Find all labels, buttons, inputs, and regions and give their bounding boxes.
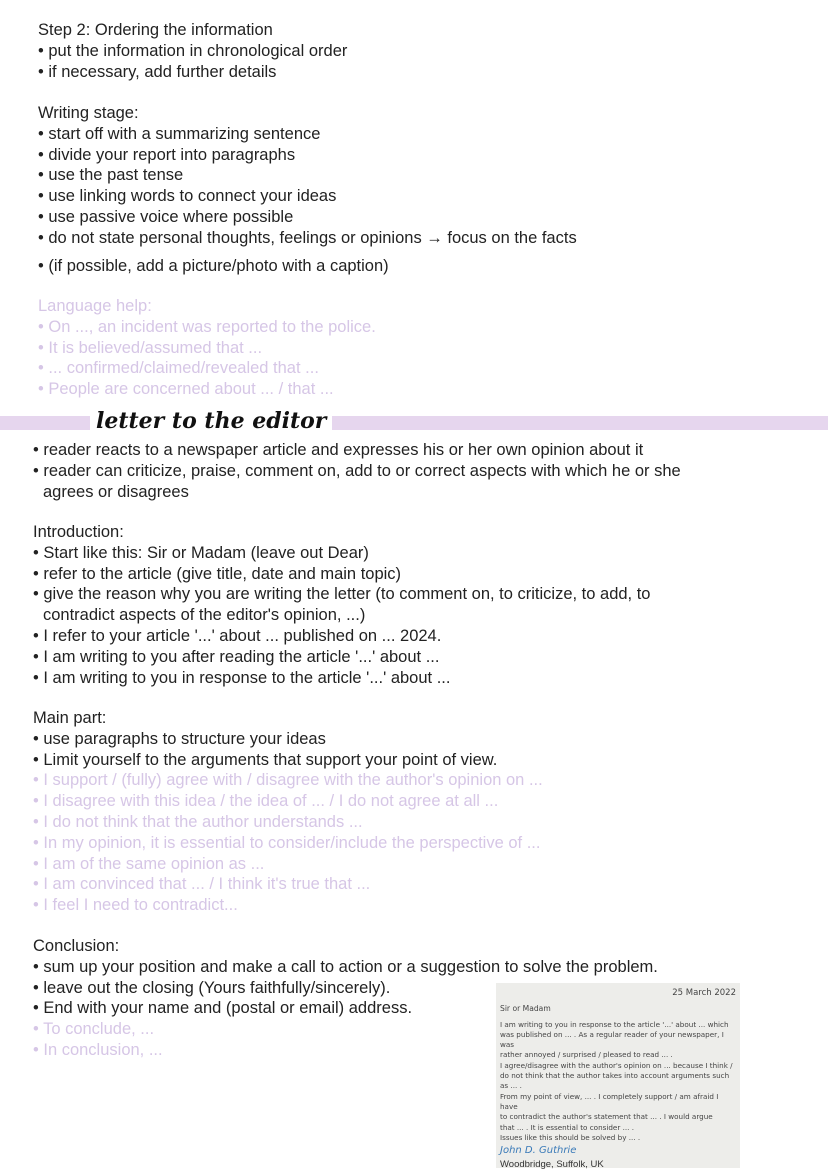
letter-signature: John D. Guthrie [500,1145,577,1157]
list-item: • leave out the closing (Yours faithfully/sincerely). [33,978,391,997]
list-item: • if necessary, add further details [38,62,277,81]
list-item-continued: contradict aspects of the editor's opinion, ...) [43,606,366,625]
list-item: • refer to the article (give title, date and main topic) [33,564,402,583]
list-item: • ... confirmed/claimed/revealed that ... [38,359,319,378]
letter-line: I am writing to you in response to the article '...' about ... which [500,1019,729,1029]
list-item: • sum up your position and make a call to action or a suggestion to solve the problem. [33,957,658,976]
phrase-item: • In my opinion, it is essential to consider/include the perspective of ... [33,833,541,852]
letter-line: was published on ... . As a regular reader of your newspaper, I was [500,1029,724,1050]
list-item: • use linking words to connect your ideas [38,187,337,206]
writing-stage-section [38,103,577,276]
list-item: • I refer to your article '...' about ... published on ... 2024. [33,626,442,645]
letter-line: as ... . [500,1081,522,1091]
list-item: • I am writing to you after reading the article '...' about ... [33,647,440,666]
letter-line: to contradict the author's statement that ... . I would argue [500,1112,713,1122]
letter-line: From my point of view, ... . I completely support / am afraid I have [500,1091,719,1111]
introduction-heading: Introduction: [33,523,124,541]
letter-date: 25 March 2022 [672,988,736,998]
list-item: • use paragraphs to structure your ideas [33,729,326,748]
list-item: • give the reason why you are writing the letter (to comment on, to criticize, to add, to [33,585,651,604]
letter-line: Issues like this should be solved by ... . [500,1132,641,1142]
letter-salutation: Sir or Madam [500,1004,551,1014]
phrase-item: • I am of the same opinion as ... [33,854,265,873]
list-item: • On ..., an incident was reported to the police. [38,317,376,336]
phrase-item: • I feel I need to contradict... [33,896,238,915]
phrase-item: • In conclusion, ... [33,1040,163,1059]
phrase-item: • I do not think that the author understands ... [33,812,363,831]
letter-line: rather annoyed / surprised / pleased to read ... . [500,1050,673,1060]
list-item: • start off with a summarizing sentence [38,124,321,143]
list-item: • put the information in chronological order [38,41,348,60]
step2-heading: Step 2: Ordering the information [38,21,273,39]
phrase-item: • I am convinced that ... / I think it's true that ... [33,875,371,894]
list-item: • It is believed/assumed that ... [38,338,263,357]
language-help-section [38,296,376,400]
intro-points [33,440,681,502]
conclusion-heading: Conclusion: [33,937,120,955]
sample-letter-image [496,983,740,1171]
step2-section [38,20,347,82]
phrase-item: • I support / (fully) agree with / disagree with the author's opinion on ... [33,771,543,790]
letter-address: Woodbridge, Suffolk, UK [500,1159,604,1171]
list-item: • do not state personal thoughts, feelings or opinions → focus on the facts [38,228,577,247]
list-item: • (if possible, add a picture/photo with a caption) [38,256,389,275]
list-item: • reader can criticize, praise, comment on, add to or correct aspects with which he or she [33,461,681,480]
list-item: • Start like this: Sir or Madam (leave out Dear) [33,543,369,562]
letter-line: do not think that the author takes into account arguments such [500,1071,730,1081]
list-item: • Limit yourself to the arguments that support your point of view. [33,750,498,769]
list-item: • reader reacts to a newspaper article and expresses his or her own opinion about it [33,441,644,459]
list-item: • I am writing to you in response to the article '...' about ... [33,668,451,687]
language-help-heading: Language help: [38,297,152,315]
list-item: • End with your name and (postal or email) address. [33,999,413,1018]
list-item-continued: agrees or disagrees [43,482,189,501]
main-part-heading: Main part: [33,709,107,727]
letter-line: I agree/disagree with the author's opinion on ... because I think / [500,1060,733,1070]
list-item: • People are concerned about ... / that ... [38,380,334,399]
list-item: • divide your report into paragraphs [38,145,296,164]
writing-heading: Writing stage: [38,104,139,122]
introduction-section [33,522,651,688]
main-part-section [33,708,543,916]
phrase-item: • To conclude, ... [33,1020,155,1039]
phrase-item: • I disagree with this idea / the idea of ... / I do not agree at all ... [33,792,499,811]
list-item: • use passive voice where possible [38,207,294,226]
letter-line: that ... . It is essential to consider ... . [500,1122,635,1132]
list-item: • use the past tense [38,166,184,185]
section-title: letter to the editor [90,406,332,436]
